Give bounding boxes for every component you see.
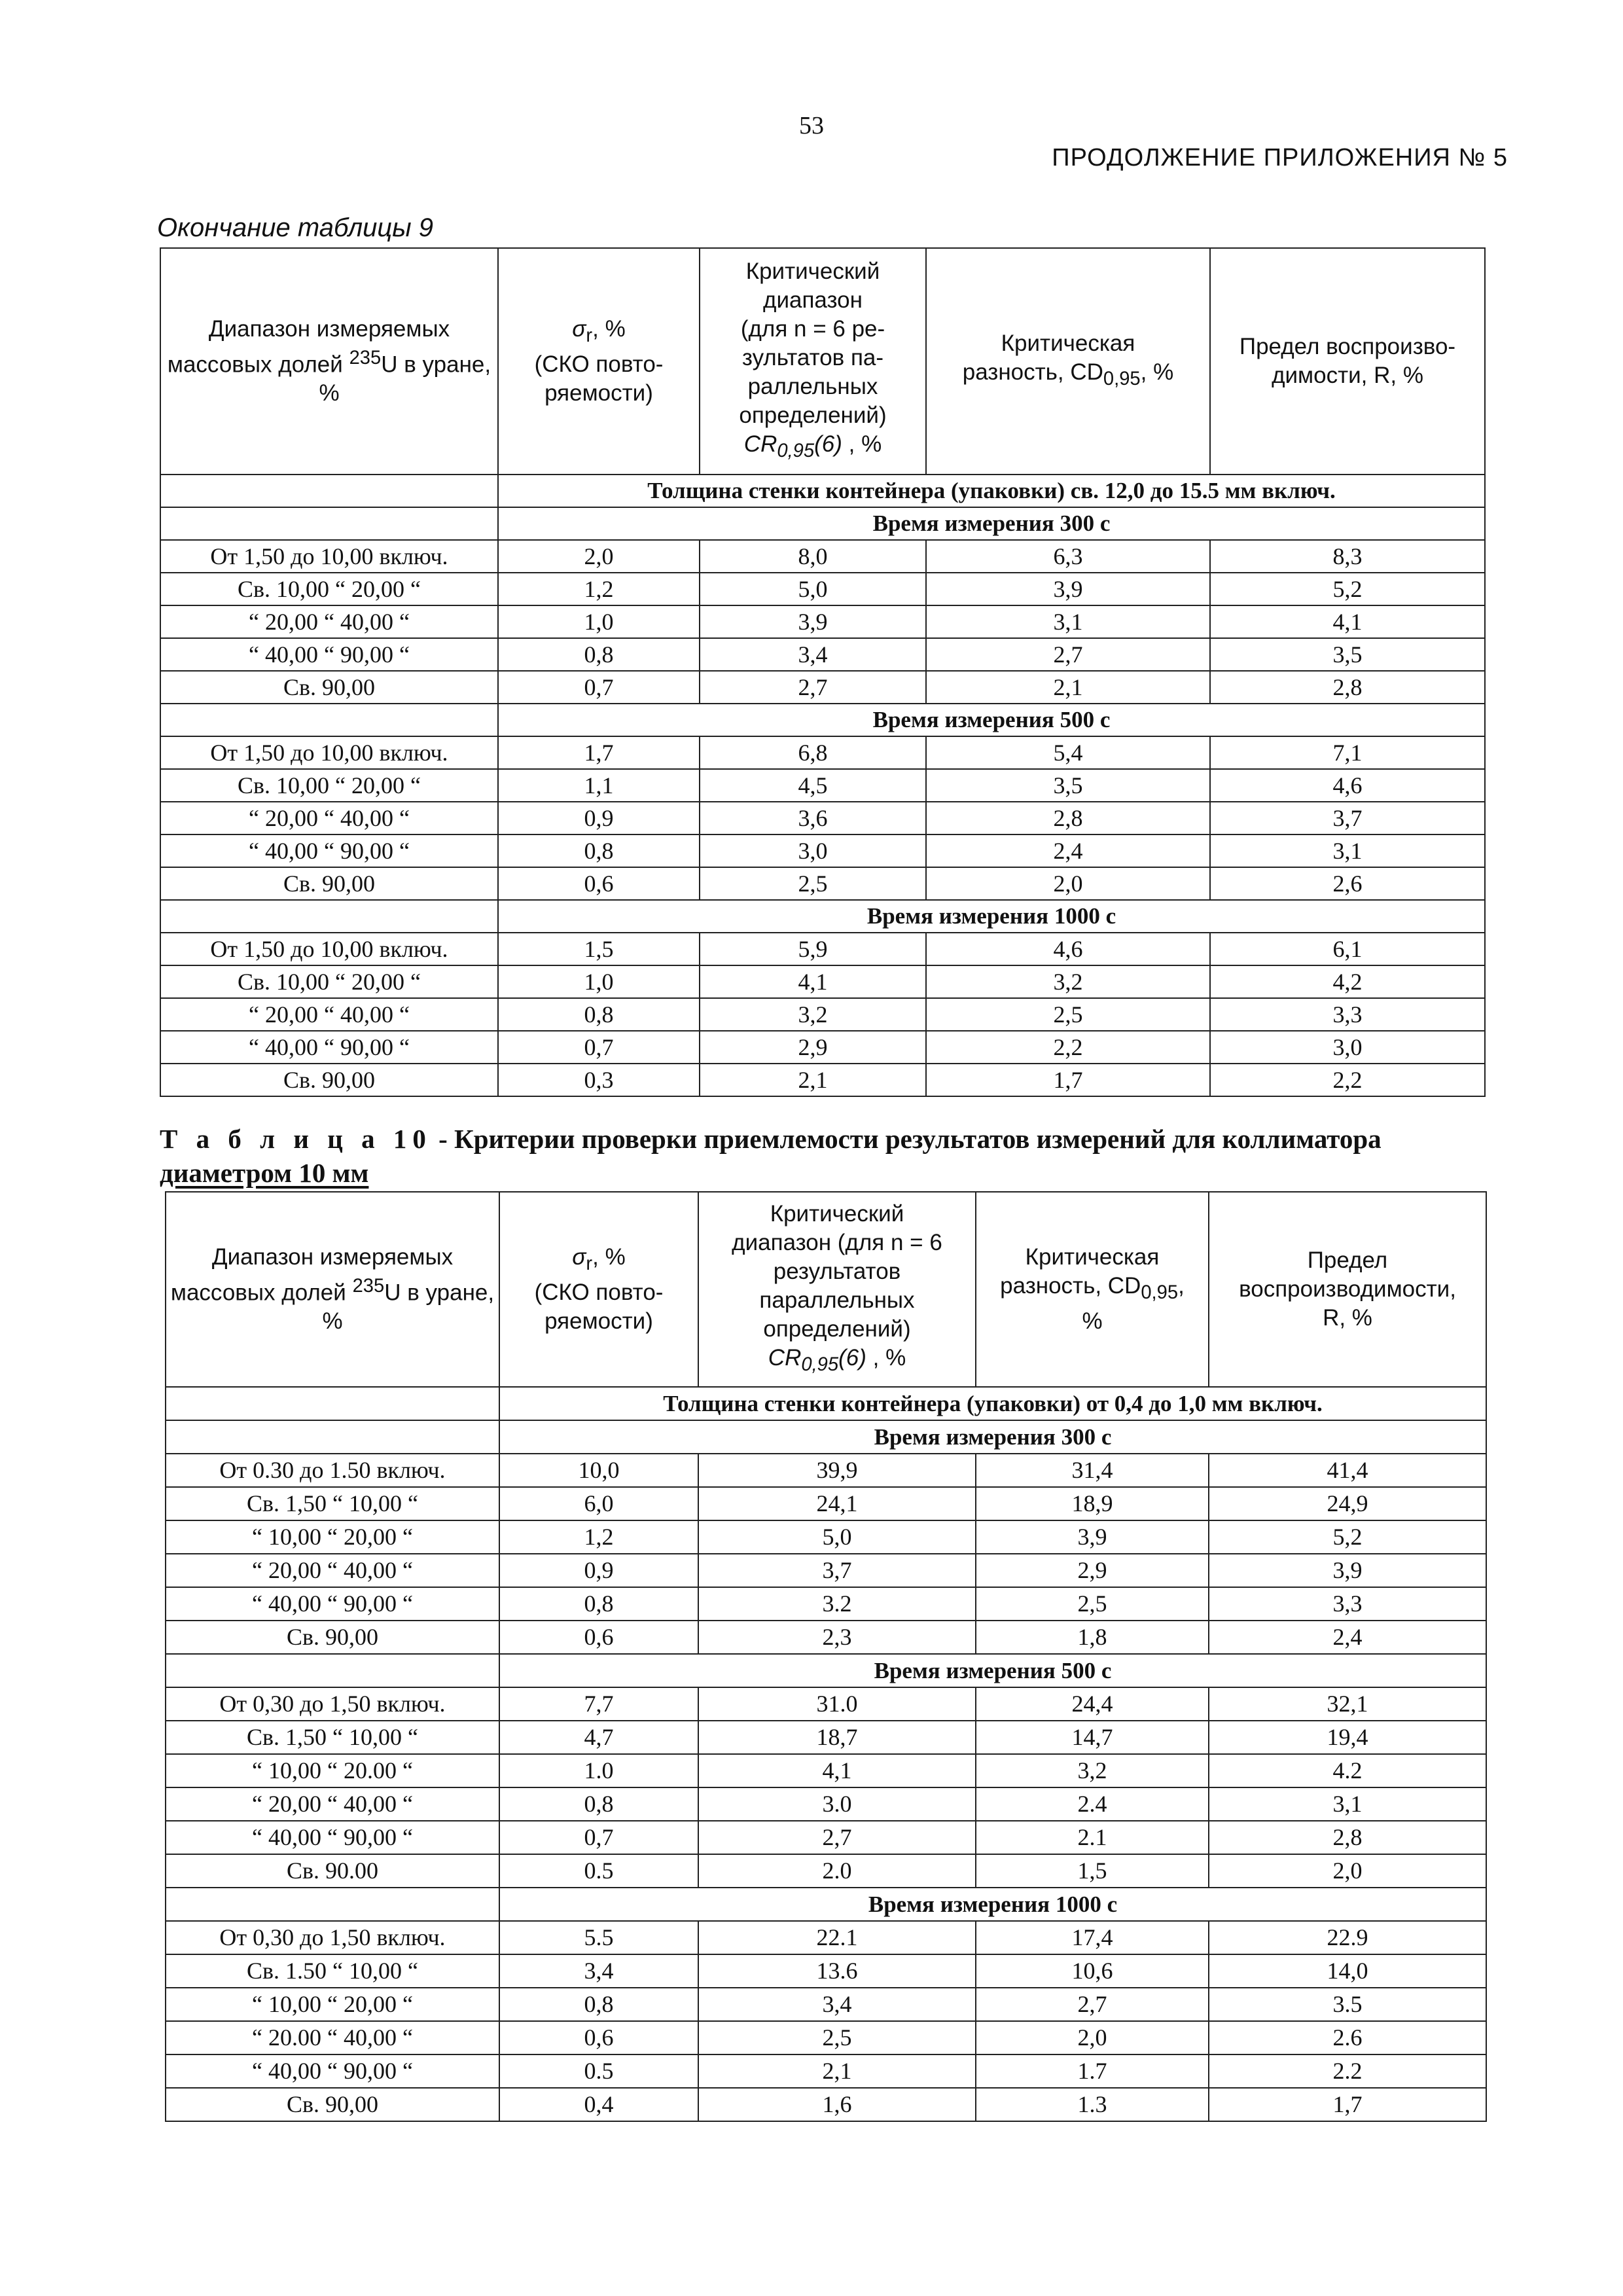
range-cell: Св. 90.00 [166,1854,499,1888]
column-header-repeatability: $\sigma_r$, % (СКО повто- ряемости) [499,1192,698,1387]
range-cell: Св. 90,00 [166,2088,499,2121]
range-cell: “ 40,00 “ 90,00 “ [160,638,498,671]
repeatability-cell: 0,8 [498,834,700,867]
critical-range-cell: 2,7 [698,1821,976,1854]
repeatability-cell: 0,4 [499,2088,698,2121]
critical-range-cell: 5,0 [700,573,926,605]
reproducibility-cell: 4,2 [1210,965,1485,998]
column-header-repeatability: $\sigma_r$, % (СКО повто- ряемости) [498,248,700,475]
range-cell: “ 20.00 “ 40,00 “ [166,2021,499,2054]
table-10-title-text: - Критерии проверки приемлемости результатов измерений для коллиматора [431,1124,1382,1154]
table-row [160,605,1485,638]
range-cell: Св. 1,50 “ 10,00 “ [166,1721,499,1754]
range-cell: “ 20,00 “ 40,00 “ [160,605,498,638]
reproducibility-cell: 3,1 [1209,1787,1486,1821]
table-row [160,769,1485,802]
table-row [166,1821,1486,1854]
critical-range-cell: 3,2 [700,998,926,1031]
critical-range-cell: 6,8 [700,736,926,769]
repeatability-cell: 1,1 [498,769,700,802]
reproducibility-cell: 7,1 [1210,736,1485,769]
table-ending-caption: Окончание таблицы 9 [157,213,434,242]
critical-difference-cell: 3,9 [976,1520,1209,1554]
table-row [160,1064,1485,1096]
critical-range-cell: 22.1 [698,1921,976,1954]
reproducibility-cell: 2,0 [1209,1854,1486,1888]
table-row [166,1921,1486,1954]
reproducibility-cell: 3,5 [1210,638,1485,671]
reproducibility-cell: 2.6 [1209,2021,1486,2054]
range-cell: “ 20,00 “ 40,00 “ [160,802,498,834]
range-cell: От 0,30 до 1,50 включ. [166,1687,499,1721]
table-10-title [160,1122,1482,1190]
critical-difference-cell: 3,1 [926,605,1210,638]
reproducibility-cell: 3,0 [1210,1031,1485,1064]
reproducibility-cell: 2,4 [1209,1621,1486,1654]
table-row [166,1854,1486,1888]
reproducibility-cell: 41,4 [1209,1454,1486,1487]
reproducibility-cell: 3.5 [1209,1988,1486,2021]
critical-difference-cell: 2,0 [976,2021,1209,2054]
empty-cell [160,900,498,933]
critical-difference-cell: 3,5 [926,769,1210,802]
critical-difference-cell: 2,8 [926,802,1210,834]
column-header-critical-range: Критический диапазон (для n = 6 ре- зультатов па- раллельных определений) $CR_{0,95}(6)$ , % [700,248,926,475]
repeatability-cell: 0,9 [499,1554,698,1587]
range-cell: “ 10,00 “ 20.00 “ [166,1754,499,1787]
measurement-time-heading: Время измерения 300 с [498,507,1485,540]
table-header-row [166,1192,1486,1387]
table-row [166,2021,1486,2054]
critical-difference-cell: 18,9 [976,1487,1209,1520]
table-10-label: Т а б л и ц а 10 [160,1124,432,1154]
critical-difference-cell: 2,5 [976,1587,1209,1621]
reproducibility-cell: 3,3 [1209,1587,1486,1621]
repeatability-cell: 0.5 [499,1854,698,1888]
critical-difference-cell: 3,2 [926,965,1210,998]
range-cell: От 1,50 до 10,00 включ. [160,933,498,965]
table-row [166,1587,1486,1621]
measurement-time-row [160,900,1485,933]
repeatability-cell: 0,8 [498,638,700,671]
table-row [160,834,1485,867]
critical-difference-cell: 14,7 [976,1721,1209,1754]
critical-range-cell: 2,5 [700,867,926,900]
measurement-time-heading: Время измерения 500 с [499,1654,1486,1687]
reproducibility-cell: 2.2 [1209,2054,1486,2088]
critical-range-cell: 2,9 [700,1031,926,1064]
table-row [160,540,1485,573]
reproducibility-cell: 22.9 [1209,1921,1486,1954]
table-row [160,998,1485,1031]
table-row [166,1621,1486,1654]
repeatability-cell: 0,6 [499,2021,698,2054]
measurement-time-row [160,507,1485,540]
critical-difference-cell: 5,4 [926,736,1210,769]
range-cell: Св. 1.50 “ 10,00 “ [166,1954,499,1988]
critical-range-cell: 5,9 [700,933,926,965]
range-cell: “ 10,00 “ 20,00 “ [166,1988,499,2021]
table-row [160,638,1485,671]
range-cell: От 0,30 до 1,50 включ. [166,1921,499,1954]
critical-difference-cell: 1,7 [926,1064,1210,1096]
table-row [160,965,1485,998]
critical-range-cell: 8,0 [700,540,926,573]
wall-thickness-heading: Толщина стенки контейнера (упаковки) от 0,4 до 1,0 мм включ. [499,1387,1486,1420]
empty-cell [160,475,498,507]
critical-range-cell: 18,7 [698,1721,976,1754]
reproducibility-cell: 19,4 [1209,1721,1486,1754]
table-row [166,1988,1486,2021]
measurement-time-row [160,704,1485,736]
range-cell: От 0.30 до 1.50 включ. [166,1454,499,1487]
repeatability-cell: 0,8 [499,1587,698,1621]
range-cell: “ 40,00 “ 90,00 “ [160,834,498,867]
critical-range-cell: 4,1 [700,965,926,998]
wall-thickness-row [166,1387,1486,1420]
wall-thickness-row [160,475,1485,507]
reproducibility-cell: 5,2 [1210,573,1485,605]
reproducibility-cell: 3,9 [1209,1554,1486,1587]
empty-cell [166,1387,499,1420]
repeatability-cell: 0,8 [499,1988,698,2021]
table-10-title-last-line: диаметром 10 мм [160,1158,369,1188]
column-header-critical-difference: Критическая разность, $CD_{0,95}$, % [976,1192,1209,1387]
measurement-time-row [166,1420,1486,1454]
critical-difference-cell: 1.7 [976,2054,1209,2088]
range-cell: Св. 90,00 [166,1621,499,1654]
range-cell: “ 40,00 “ 90,00 “ [160,1031,498,1064]
critical-range-cell: 1,6 [698,2088,976,2121]
repeatability-cell: 1,0 [498,965,700,998]
empty-cell [160,507,498,540]
critical-range-cell: 3,4 [700,638,926,671]
repeatability-cell: 0,7 [498,671,700,704]
range-cell: Св. 10,00 “ 20,00 “ [160,573,498,605]
critical-difference-cell: 2,1 [926,671,1210,704]
reproducibility-cell: 32,1 [1209,1687,1486,1721]
reproducibility-cell: 6,1 [1210,933,1485,965]
critical-range-cell: 39,9 [698,1454,976,1487]
empty-cell [160,704,498,736]
repeatability-cell: 4,7 [499,1721,698,1754]
critical-range-cell: 4,1 [698,1754,976,1787]
repeatability-cell: 0,9 [498,802,700,834]
range-cell: “ 40,00 “ 90,00 “ [166,1587,499,1621]
repeatability-cell: 2,0 [498,540,700,573]
critical-difference-cell: 2,2 [926,1031,1210,1064]
table-header-row [160,248,1485,475]
critical-difference-cell: 10,6 [976,1954,1209,1988]
critical-difference-cell: 31,4 [976,1454,1209,1487]
critical-range-cell: 31.0 [698,1687,976,1721]
repeatability-cell: 0,8 [498,998,700,1031]
measurement-time-heading: Время измерения 1000 с [498,900,1485,933]
table-row [166,1754,1486,1787]
table-row [166,2088,1486,2121]
reproducibility-cell: 4.2 [1209,1754,1486,1787]
critical-difference-cell: 3,9 [926,573,1210,605]
critical-range-cell: 3.0 [698,1787,976,1821]
repeatability-cell: 0.5 [499,2054,698,2088]
critical-range-cell: 2.0 [698,1854,976,1888]
repeatability-cell: 0,7 [498,1031,700,1064]
critical-range-cell: 24,1 [698,1487,976,1520]
table-row [160,671,1485,704]
empty-cell [166,1420,499,1454]
repeatability-cell: 0,7 [499,1821,698,1854]
range-cell: “ 20,00 “ 40,00 “ [160,998,498,1031]
measurement-time-row [166,1654,1486,1687]
reproducibility-cell: 3,1 [1210,834,1485,867]
critical-difference-cell: 2,9 [976,1554,1209,1587]
repeatability-cell: 10,0 [499,1454,698,1487]
reproducibility-cell: 1,7 [1209,2088,1486,2121]
repeatability-cell: 1,7 [498,736,700,769]
reproducibility-cell: 14,0 [1209,1954,1486,1988]
measurement-time-heading: Время измерения 500 с [498,704,1485,736]
critical-range-cell: 3,4 [698,1988,976,2021]
repeatability-cell: 5.5 [499,1921,698,1954]
repeatability-cell: 0,6 [499,1621,698,1654]
table-row [166,1687,1486,1721]
table-row [160,1031,1485,1064]
reproducibility-cell: 24,9 [1209,1487,1486,1520]
range-cell: “ 20,00 “ 40,00 “ [166,1554,499,1587]
critical-range-cell: 13.6 [698,1954,976,1988]
critical-difference-cell: 2,0 [926,867,1210,900]
range-cell: Св. 90,00 [160,671,498,704]
range-cell: “ 20,00 “ 40,00 “ [166,1787,499,1821]
range-cell: От 1,50 до 10,00 включ. [160,736,498,769]
repeatability-cell: 1,0 [498,605,700,638]
critical-range-cell: 3,7 [698,1554,976,1587]
page-number: 53 [799,112,824,139]
reproducibility-cell: 4,1 [1210,605,1485,638]
critical-difference-cell: 2.1 [976,1821,1209,1854]
critical-difference-cell: 1,8 [976,1621,1209,1654]
repeatability-cell: 0,3 [498,1064,700,1096]
critical-difference-cell: 6,3 [926,540,1210,573]
table-row [160,867,1485,900]
measurement-time-heading: Время измерения 300 с [499,1420,1486,1454]
range-cell: Св. 1,50 “ 10,00 “ [166,1487,499,1520]
reproducibility-cell: 2,6 [1210,867,1485,900]
table-row [166,1554,1486,1587]
critical-difference-cell: 2,7 [976,1988,1209,2021]
critical-difference-cell: 3,2 [976,1754,1209,1787]
range-cell: “ 40,00 “ 90,00 “ [166,1821,499,1854]
range-cell: Св. 10,00 “ 20,00 “ [160,769,498,802]
critical-range-cell: 3.2 [698,1587,976,1621]
table-row [166,1487,1486,1520]
critical-difference-cell: 4,6 [926,933,1210,965]
table-row [166,1520,1486,1554]
table-row [166,1954,1486,1988]
column-header-critical-difference: Критическая разность, $CD_{0,95}$, % [926,248,1210,475]
column-header-range: Диапазон измеряемых массовых долей $^{235}$U в уране, % [166,1192,499,1387]
column-header-reproducibility: Предел воспроизво- димости, R, % [1210,248,1485,475]
range-cell: Св. 10,00 “ 20,00 “ [160,965,498,998]
table-9 [160,247,1486,1097]
repeatability-cell: 1.0 [499,1754,698,1787]
repeatability-cell: 1,2 [498,573,700,605]
critical-range-cell: 2,1 [700,1064,926,1096]
empty-cell [166,1888,499,1921]
repeatability-cell: 6,0 [499,1487,698,1520]
critical-range-cell: 2,5 [698,2021,976,2054]
repeatability-cell: 1,5 [498,933,700,965]
table-row [160,573,1485,605]
critical-range-cell: 4,5 [700,769,926,802]
repeatability-cell: 0,8 [499,1787,698,1821]
range-cell: Св. 90,00 [160,1064,498,1096]
critical-difference-cell: 2,7 [926,638,1210,671]
critical-range-cell: 2,1 [698,2054,976,2088]
reproducibility-cell: 2,8 [1210,671,1485,704]
table-row [166,1787,1486,1821]
range-cell: “ 40,00 “ 90,00 “ [166,2054,499,2088]
critical-range-cell: 3,0 [700,834,926,867]
reproducibility-cell: 2,8 [1209,1821,1486,1854]
reproducibility-cell: 3,3 [1210,998,1485,1031]
critical-difference-cell: 2,4 [926,834,1210,867]
critical-difference-cell: 2,5 [926,998,1210,1031]
critical-difference-cell: 17,4 [976,1921,1209,1954]
appendix-heading: ПРОДОЛЖЕНИЕ ПРИЛОЖЕНИЯ № 5 [1052,144,1508,171]
measurement-time-heading: Время измерения 1000 с [499,1888,1486,1921]
range-cell: От 1,50 до 10,00 включ. [160,540,498,573]
column-header-range: Диапазон измеряемых массовых долей $^{235}$U в уране, % [160,248,498,475]
repeatability-cell: 3,4 [499,1954,698,1988]
column-header-critical-range: Критический диапазон (для n = 6 результатов параллельных определений) $CR_{0,95}(6)$ , % [698,1192,976,1387]
table-10 [165,1191,1487,2122]
critical-difference-cell: 1,5 [976,1854,1209,1888]
critical-range-cell: 2,7 [700,671,926,704]
reproducibility-cell: 5,2 [1209,1520,1486,1554]
measurement-time-row [166,1888,1486,1921]
reproducibility-cell: 3,7 [1210,802,1485,834]
range-cell: “ 10,00 “ 20,00 “ [166,1520,499,1554]
reproducibility-cell: 2,2 [1210,1064,1485,1096]
critical-range-cell: 2,3 [698,1621,976,1654]
critical-range-cell: 5,0 [698,1520,976,1554]
table-row [166,1721,1486,1754]
critical-difference-cell: 1.3 [976,2088,1209,2121]
reproducibility-cell: 8,3 [1210,540,1485,573]
wall-thickness-heading: Толщина стенки контейнера (упаковки) св. 12,0 до 15.5 мм включ. [498,475,1485,507]
column-header-reproducibility: Предел воспроизводимости, R, % [1209,1192,1486,1387]
critical-difference-cell: 24,4 [976,1687,1209,1721]
critical-range-cell: 3,6 [700,802,926,834]
table-row [160,736,1485,769]
critical-difference-cell: 2.4 [976,1787,1209,1821]
critical-range-cell: 3,9 [700,605,926,638]
table-row [160,933,1485,965]
table-row [166,1454,1486,1487]
empty-cell [166,1654,499,1687]
range-cell: Св. 90,00 [160,867,498,900]
repeatability-cell: 1,2 [499,1520,698,1554]
repeatability-cell: 0,6 [498,867,700,900]
reproducibility-cell: 4,6 [1210,769,1485,802]
repeatability-cell: 7,7 [499,1687,698,1721]
table-row [160,802,1485,834]
table-row [166,2054,1486,2088]
